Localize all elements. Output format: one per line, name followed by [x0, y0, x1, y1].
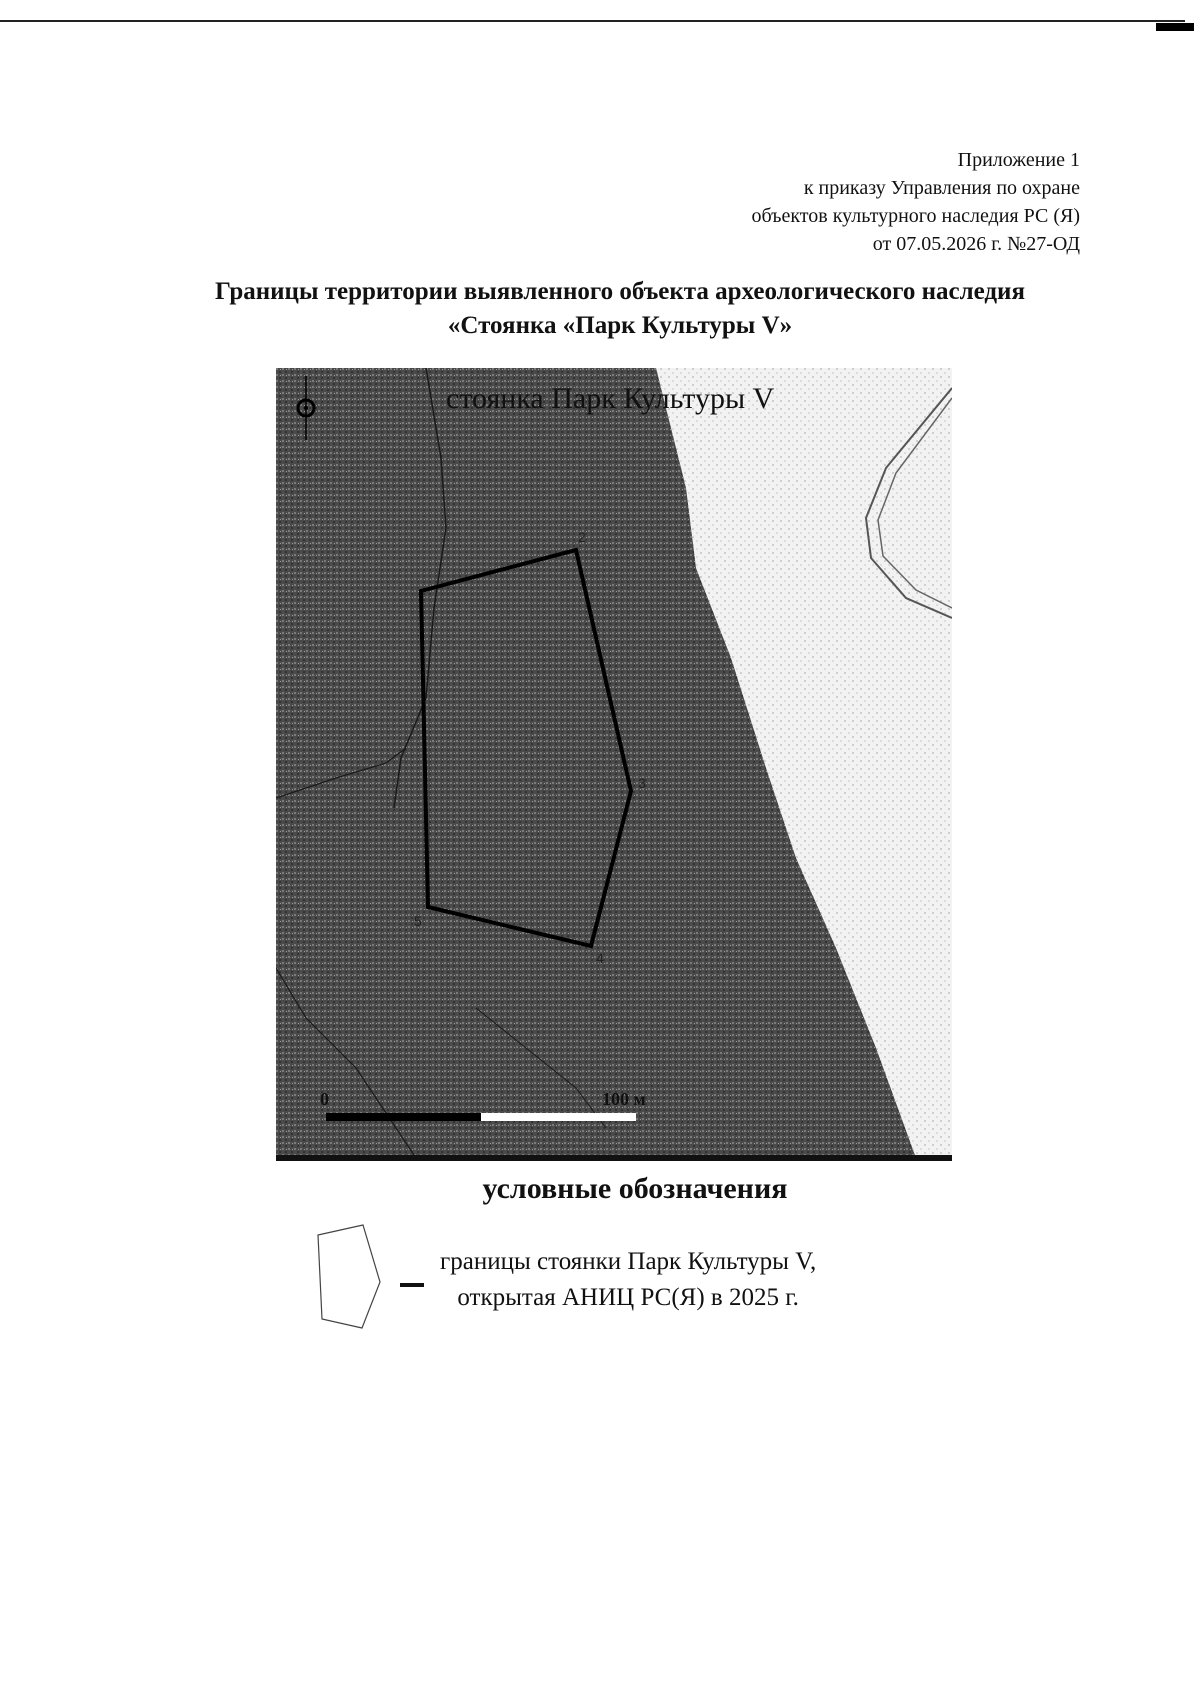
appendix-line: Приложение 1 — [957, 149, 1080, 171]
scan-top-line — [0, 20, 1185, 22]
scale-bar-light — [481, 1113, 636, 1121]
map-bottom-rule — [276, 1155, 952, 1161]
legend-line: границы стоянки Парк Культуры V, — [440, 1248, 817, 1275]
document-title-line-1: Границы территории выявленного объекта археологического наследия — [215, 278, 1025, 305]
appendix-block — [751, 146, 1080, 258]
legend-line: открытая АНИЦ РС(Я) в 2025 г. — [457, 1284, 799, 1311]
point-label-2: 2 — [578, 529, 586, 545]
legend-heading: условные обозначения — [482, 1172, 788, 1205]
map-site-label: стоянка Парк Культуры V — [446, 382, 775, 415]
scan-mark — [1156, 23, 1194, 31]
legend-description — [440, 1244, 816, 1316]
scale-end-label: 100 м — [602, 1089, 646, 1109]
scale-bar-dark — [326, 1113, 481, 1121]
appendix-line: к приказу Управления по охране — [803, 177, 1080, 199]
legend-dash — [400, 1283, 424, 1287]
appendix-line: объектов культурного наследия РС (Я) — [751, 205, 1080, 227]
point-label-5: 5 — [414, 913, 422, 929]
legend-polygon-icon — [310, 1220, 385, 1335]
point-label-4: 4 — [596, 950, 604, 966]
point-label-3: 3 — [638, 775, 646, 791]
site-map — [276, 368, 952, 1158]
appendix-line: от 07.05.2026 г. №27-ОД — [872, 233, 1080, 255]
document-title-line-2: «Стоянка «Парк Культуры V» — [447, 312, 793, 339]
scale-start-label: 0 — [320, 1089, 329, 1109]
